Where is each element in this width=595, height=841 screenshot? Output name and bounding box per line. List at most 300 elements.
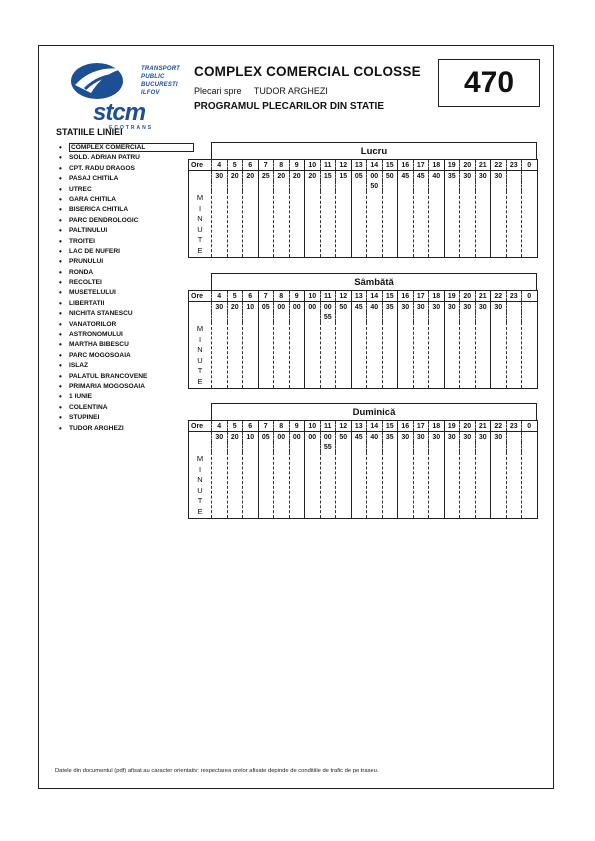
logo-wordmark: stcm — [93, 99, 146, 126]
minute-cell — [305, 322, 321, 388]
minute-cell — [289, 452, 305, 518]
minute-cell — [398, 452, 414, 518]
hour-cell: 17 — [413, 291, 429, 302]
station-item — [59, 403, 194, 413]
minute-cell — [305, 181, 321, 191]
minute-cell — [398, 181, 414, 191]
minute-cell — [522, 171, 538, 182]
minute-cell — [444, 312, 460, 322]
stcm-emblem-icon — [69, 59, 129, 103]
hour-cell: 22 — [491, 421, 507, 432]
minute-cell — [429, 442, 445, 452]
minutes-row — [189, 442, 538, 452]
minute-cell: 00 — [320, 302, 336, 313]
minute-label-letter: N — [197, 214, 203, 224]
schedule-grid — [188, 420, 538, 519]
hour-cell: 15 — [382, 421, 398, 432]
minute-cell — [522, 452, 538, 518]
minute-cell — [444, 322, 460, 388]
hour-cell: 8 — [274, 421, 290, 432]
minute-cell — [351, 442, 367, 452]
minute-cell — [506, 312, 522, 322]
minute-cell — [320, 322, 336, 388]
hour-cell: 14 — [367, 421, 383, 432]
minute-cell: 30 — [429, 302, 445, 313]
minute-cell — [336, 312, 352, 322]
minute-cell — [367, 312, 383, 322]
minute-cell: 50 — [336, 432, 352, 443]
minute-cell — [367, 442, 383, 452]
minute-cell — [522, 181, 538, 191]
hour-cell: 21 — [475, 160, 491, 171]
hour-cell: 7 — [258, 291, 274, 302]
minute-label-letter: T — [197, 366, 203, 376]
hour-cell: 14 — [367, 291, 383, 302]
hour-cell: 9 — [289, 160, 305, 171]
minute-cell — [444, 181, 460, 191]
minute-cell — [429, 312, 445, 322]
hour-cell: 12 — [336, 421, 352, 432]
station-item — [59, 340, 194, 350]
hour-cell: 21 — [475, 291, 491, 302]
minute-cell: 10 — [243, 432, 259, 443]
row-label-cell — [189, 181, 212, 191]
minute-cell — [491, 322, 507, 388]
minute-cell — [336, 452, 352, 518]
minute-cell — [289, 442, 305, 452]
minute-cell: 30 — [398, 302, 414, 313]
minute-cell — [522, 432, 538, 443]
row-label-cell — [189, 312, 212, 322]
hour-cell: 4 — [212, 160, 228, 171]
minutes-filler-row — [189, 191, 538, 257]
logo-subtext: ECOTRANS — [109, 125, 154, 131]
schedule-sunday — [188, 403, 537, 519]
minute-cell — [305, 312, 321, 322]
minute-cell: 30 — [491, 432, 507, 443]
hour-cell: 13 — [351, 421, 367, 432]
minute-cell — [522, 191, 538, 257]
minute-cell: 00 — [289, 432, 305, 443]
minute-cell — [475, 181, 491, 191]
minute-cell — [491, 442, 507, 452]
station-name: ISLAZ — [69, 362, 89, 370]
station-name: LAC DE NUFERI — [69, 247, 120, 255]
station-item — [59, 153, 194, 163]
hour-cell: 19 — [444, 421, 460, 432]
minute-cell: 20 — [243, 171, 259, 182]
minute-cell: 30 — [444, 432, 460, 443]
schedule-grid — [188, 290, 538, 389]
minute-label-letter: I — [198, 464, 202, 474]
minute-cell — [429, 322, 445, 388]
row-label-cell — [189, 442, 212, 452]
minute-label-letter: M — [196, 324, 204, 333]
minute-cell — [522, 302, 538, 313]
hours-header-row — [189, 160, 538, 171]
station-item — [59, 185, 194, 195]
schedule-day-title: Lucru — [211, 142, 537, 159]
stations-title: STATIILE LINIEI — [56, 127, 123, 137]
hour-cell: 19 — [444, 160, 460, 171]
minute-cell: 00 — [274, 302, 290, 313]
minute-cell: 10 — [243, 302, 259, 313]
minute-cell — [351, 322, 367, 388]
minute-cell — [460, 312, 476, 322]
station-item — [59, 372, 194, 382]
minute-cell: 00 — [367, 171, 383, 182]
minute-cell — [289, 312, 305, 322]
minutes-filler-row — [189, 452, 538, 518]
minute-cell — [227, 191, 243, 257]
minute-cell — [444, 452, 460, 518]
minute-cell — [475, 312, 491, 322]
minute-cell: 05 — [258, 302, 274, 313]
station-item — [59, 237, 194, 247]
station-name: COLENTINA — [69, 403, 108, 411]
minute-cell: 50 — [367, 181, 383, 191]
hour-cell: 18 — [429, 291, 445, 302]
minute-cell — [367, 191, 383, 257]
hour-cell: 6 — [243, 291, 259, 302]
minute-cell — [444, 442, 460, 452]
minute-cell — [289, 181, 305, 191]
minute-cell: 55 — [320, 442, 336, 452]
station-name: PALTINULUI — [69, 227, 108, 235]
hour-cell: 11 — [320, 160, 336, 171]
minute-cell: 30 — [212, 302, 228, 313]
schedule-grid — [188, 159, 538, 258]
hour-cell: 6 — [243, 421, 259, 432]
minute-cell — [413, 322, 429, 388]
station-name: MUSETELULUI — [69, 289, 116, 297]
hour-cell: 19 — [444, 291, 460, 302]
minute-cell — [274, 312, 290, 322]
minute-vertical-label — [189, 452, 212, 518]
station-item — [59, 143, 194, 153]
minute-cell — [274, 322, 290, 388]
minute-cell: 00 — [274, 432, 290, 443]
minute-cell — [522, 312, 538, 322]
minute-cell — [305, 442, 321, 452]
minutes-row — [189, 181, 538, 191]
minute-label-letter: I — [198, 334, 202, 344]
minute-cell: 00 — [305, 432, 321, 443]
minute-cell — [320, 191, 336, 257]
minute-cell — [274, 452, 290, 518]
hours-header-row — [189, 421, 538, 432]
hour-cell: 14 — [367, 160, 383, 171]
station-item — [59, 330, 194, 340]
minute-cell: 30 — [429, 432, 445, 443]
hour-cell: 13 — [351, 160, 367, 171]
minute-cell — [429, 452, 445, 518]
minute-cell — [227, 322, 243, 388]
station-name: 1 IUNIE — [69, 393, 93, 401]
minute-cell: 30 — [475, 432, 491, 443]
schedule-subtitle: PROGRAMUL PLECARILOR DIN STATIE — [194, 101, 384, 112]
minute-cell: 30 — [491, 302, 507, 313]
minutes-row — [189, 432, 538, 443]
direction-value: TUDOR ARGHEZI — [253, 86, 328, 96]
hour-cell: 5 — [227, 160, 243, 171]
hour-cell: 11 — [320, 421, 336, 432]
station-item — [59, 174, 194, 184]
minute-cell — [227, 442, 243, 452]
minute-cell — [382, 322, 398, 388]
minute-cell: 30 — [413, 302, 429, 313]
minute-cell: 30 — [475, 302, 491, 313]
minute-cell — [398, 312, 414, 322]
ore-label: Ore — [189, 291, 212, 302]
minute-cell: 00 — [320, 432, 336, 443]
minute-cell: 05 — [258, 432, 274, 443]
station-item — [59, 351, 194, 361]
station-name: RONDA — [69, 268, 94, 276]
minute-label-letter: T — [197, 235, 203, 245]
station-name: RECOLTEI — [69, 279, 102, 287]
minute-cell — [243, 322, 259, 388]
minute-cell — [351, 191, 367, 257]
minute-cell — [212, 322, 228, 388]
minute-label-letter: U — [197, 224, 203, 234]
minute-cell: 05 — [351, 171, 367, 182]
minute-cell: 30 — [212, 432, 228, 443]
minute-cell: 50 — [382, 171, 398, 182]
minute-cell: 20 — [227, 432, 243, 443]
minute-cell — [460, 191, 476, 257]
minute-cell — [413, 452, 429, 518]
minute-vertical-label — [189, 322, 212, 388]
hour-cell: 21 — [475, 421, 491, 432]
schedule-day-title: Duminică — [211, 403, 537, 420]
minute-cell — [243, 181, 259, 191]
ore-label: Ore — [189, 421, 212, 432]
minute-cell — [475, 442, 491, 452]
minute-cell — [429, 191, 445, 257]
minute-cell: 45 — [413, 171, 429, 182]
hour-cell: 16 — [398, 421, 414, 432]
minute-cell — [336, 181, 352, 191]
minute-cell — [212, 452, 228, 518]
minute-cell: 55 — [320, 312, 336, 322]
minute-cell — [506, 191, 522, 257]
minute-cell — [227, 181, 243, 191]
minutes-filler-row — [189, 322, 538, 388]
minute-cell — [460, 181, 476, 191]
station-item — [59, 195, 194, 205]
stations-list — [59, 143, 194, 434]
station-name: PARC MOGOSOAIA — [69, 351, 131, 359]
station-item — [59, 268, 194, 278]
station-item — [59, 288, 194, 298]
hour-cell: 23 — [506, 291, 522, 302]
station-name: MARTHA BIBESCU — [69, 341, 129, 349]
minute-cell — [212, 442, 228, 452]
footer-note: Datele din documentul (pdf) afisat au caracter orientativ: respectarea orelor afisate depinde de conditiile de trafic de pe traseu. — [55, 768, 379, 774]
minute-cell — [382, 442, 398, 452]
minute-cell — [460, 442, 476, 452]
minute-cell: 30 — [475, 171, 491, 182]
minute-label-letter: I — [198, 203, 202, 213]
minute-cell — [258, 191, 274, 257]
minute-cell — [475, 322, 491, 388]
timetable-frame — [38, 45, 554, 789]
hour-cell: 22 — [491, 291, 507, 302]
station-name: CPT. RADU DRAGOS — [69, 164, 135, 172]
minute-cell: 20 — [289, 171, 305, 182]
minute-cell — [258, 442, 274, 452]
minute-cell — [305, 452, 321, 518]
minute-cell — [336, 442, 352, 452]
minute-cell — [429, 181, 445, 191]
station-name: BISERICA CHITILA — [69, 206, 129, 214]
hour-cell: 18 — [429, 421, 445, 432]
minute-cell: 45 — [351, 432, 367, 443]
minute-cell — [506, 181, 522, 191]
minute-cell: 00 — [289, 302, 305, 313]
station-name: PRIMARIA MOGOSOAIA — [69, 382, 145, 390]
minute-cell — [475, 452, 491, 518]
direction-label: Plecari spre — [194, 86, 242, 96]
minute-cell — [506, 442, 522, 452]
minute-cell — [444, 191, 460, 257]
station-name: VANATORILOR — [69, 320, 117, 328]
minute-label-letter: E — [197, 245, 203, 255]
hour-cell: 8 — [274, 160, 290, 171]
minute-cell — [243, 452, 259, 518]
minute-cell — [243, 442, 259, 452]
minute-cell: 30 — [460, 302, 476, 313]
schedule-saturday — [188, 273, 537, 389]
minute-label-letter: E — [197, 376, 203, 386]
minute-cell — [506, 171, 522, 182]
minute-cell: 30 — [444, 302, 460, 313]
minute-cell: 40 — [429, 171, 445, 182]
minute-cell: 00 — [305, 302, 321, 313]
minute-cell — [460, 452, 476, 518]
minute-cell — [258, 452, 274, 518]
hour-cell: 15 — [382, 291, 398, 302]
row-label-cell — [189, 432, 212, 443]
minute-cell: 20 — [227, 302, 243, 313]
hour-cell: 8 — [274, 291, 290, 302]
minute-label-letter: N — [197, 345, 203, 355]
hour-cell: 20 — [460, 160, 476, 171]
station-item — [59, 361, 194, 371]
hour-cell: 20 — [460, 421, 476, 432]
hour-cell: 0 — [522, 160, 538, 171]
station-item — [59, 392, 194, 402]
minute-label-letter: M — [196, 193, 204, 202]
hour-cell: 5 — [227, 291, 243, 302]
minute-cell — [506, 322, 522, 388]
page-title: COMPLEX COMERCIAL COLOSSE — [194, 64, 421, 79]
minute-cell: 20 — [274, 171, 290, 182]
minute-cell — [289, 322, 305, 388]
hours-header-row — [189, 291, 538, 302]
hour-cell: 7 — [258, 421, 274, 432]
minute-cell — [258, 322, 274, 388]
station-name: GARA CHITILA — [69, 195, 117, 203]
station-item — [59, 257, 194, 267]
minute-cell — [305, 191, 321, 257]
station-item — [59, 247, 194, 257]
minute-cell: 30 — [212, 171, 228, 182]
hour-cell: 22 — [491, 160, 507, 171]
minute-cell — [491, 312, 507, 322]
station-name: TUDOR ARGHEZI — [69, 424, 124, 432]
minute-cell: 20 — [305, 171, 321, 182]
minute-cell — [274, 442, 290, 452]
hour-cell: 7 — [258, 160, 274, 171]
hour-cell: 11 — [320, 291, 336, 302]
minute-cell: 30 — [491, 171, 507, 182]
hour-cell: 16 — [398, 291, 414, 302]
station-item — [59, 309, 194, 319]
minute-cell — [212, 191, 228, 257]
station-name: ASTRONOMULUI — [69, 331, 123, 339]
minute-label-letter: M — [196, 454, 204, 463]
hour-cell: 0 — [522, 291, 538, 302]
hour-cell: 6 — [243, 160, 259, 171]
minute-cell — [413, 181, 429, 191]
minute-cell — [367, 452, 383, 518]
station-name: COMPLEX COMERCIAL — [69, 143, 194, 152]
hour-cell: 5 — [227, 421, 243, 432]
minute-cell — [336, 191, 352, 257]
hour-cell: 20 — [460, 291, 476, 302]
minute-cell — [460, 322, 476, 388]
minute-cell — [243, 191, 259, 257]
station-name: PRUNULUI — [69, 258, 104, 266]
station-name: SOLD. ADRIAN PATRU — [69, 154, 140, 162]
station-name: STUPINEI — [69, 414, 100, 422]
hour-cell: 18 — [429, 160, 445, 171]
minute-cell: 30 — [460, 171, 476, 182]
hour-cell: 0 — [522, 421, 538, 432]
minute-cell — [522, 322, 538, 388]
minute-cell — [212, 312, 228, 322]
station-item — [59, 164, 194, 174]
minute-cell — [351, 312, 367, 322]
station-name: LIBERTATII — [69, 299, 105, 307]
minute-cell — [258, 312, 274, 322]
minute-cell — [382, 191, 398, 257]
minute-cell — [336, 322, 352, 388]
minute-cell — [274, 191, 290, 257]
schedule-weekday — [188, 142, 537, 258]
minute-cell — [491, 191, 507, 257]
minute-cell: 15 — [320, 171, 336, 182]
minute-cell: 20 — [227, 171, 243, 182]
hour-cell: 23 — [506, 421, 522, 432]
minute-cell — [320, 181, 336, 191]
station-item — [59, 299, 194, 309]
hour-cell: 9 — [289, 421, 305, 432]
minute-cell: 15 — [336, 171, 352, 182]
hour-cell: 9 — [289, 291, 305, 302]
minute-cell: 45 — [351, 302, 367, 313]
minute-cell: 30 — [398, 432, 414, 443]
minute-cell — [506, 432, 522, 443]
minutes-row — [189, 312, 538, 322]
minute-cell — [382, 452, 398, 518]
minute-cell — [382, 181, 398, 191]
hour-cell: 12 — [336, 160, 352, 171]
minute-label-letter: N — [197, 475, 203, 485]
minute-cell: 35 — [382, 302, 398, 313]
